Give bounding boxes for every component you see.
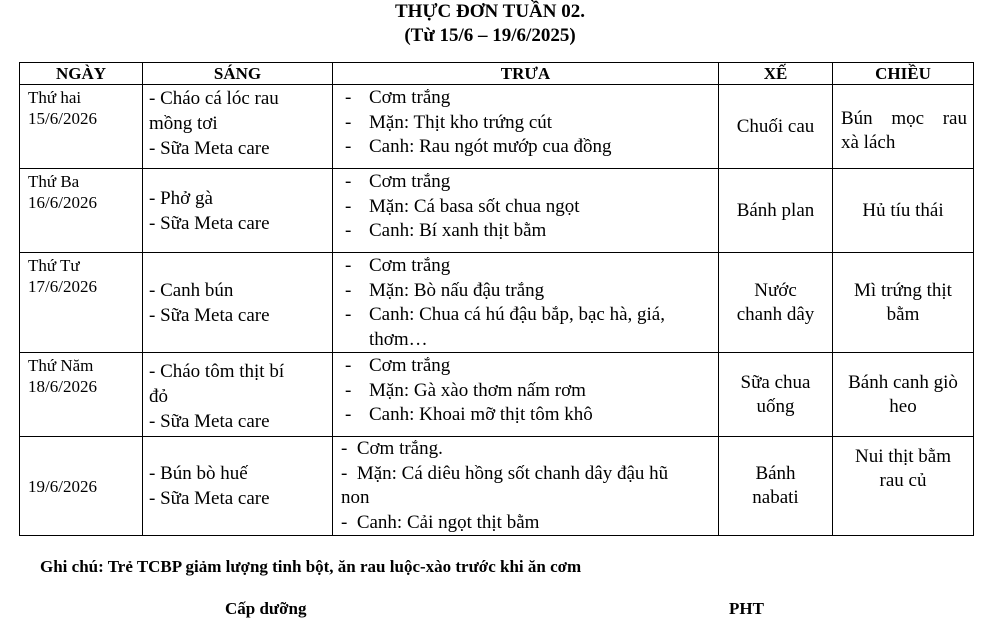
lunch-text: Canh: Khoai mỡ thịt tôm khô [369, 404, 593, 425]
lunch-bullet: - [345, 171, 352, 192]
snack-line: nabati [752, 487, 799, 508]
header-xe: XẾ [719, 63, 833, 85]
table-row [20, 353, 974, 437]
snack-line: Sữa chua [740, 371, 811, 393]
day-cell [20, 85, 143, 169]
afternoon-line: xà lách [841, 131, 896, 153]
header-row [20, 63, 974, 85]
day-cell [20, 169, 143, 253]
header-sang: SÁNG [143, 63, 333, 85]
page-subtitle: (Từ 15/6 – 19/6/2025) [404, 25, 576, 46]
day-cell [20, 253, 143, 353]
lunch-text: Mặn: Cá basa sốt chua ngọt [369, 195, 580, 217]
lunch-text: Cơm trắng [369, 171, 451, 192]
snack-line: Chuối cau [736, 115, 815, 137]
snack-line: uống [756, 395, 795, 417]
lunch-item [345, 279, 714, 304]
breakfast-line: - Cháo tôm thịt bí [149, 361, 285, 382]
lunch-bullet: - [345, 195, 352, 217]
day-name: Thứ hai [28, 88, 82, 107]
afternoon-cell [833, 253, 974, 353]
snack-line: Bánh [755, 463, 796, 484]
snack-line: chanh dây [736, 303, 815, 325]
breakfast-line: - Sữa Meta care [149, 488, 270, 509]
lunch-bullet: - [345, 136, 352, 157]
afternoon-cell [833, 85, 974, 169]
lunch-item [345, 86, 714, 111]
day-date: 19/6/2026 [28, 476, 97, 496]
lunch-item [345, 219, 714, 244]
afternoon-line: Mì trứng thịt [854, 279, 952, 301]
lunch-item [345, 195, 714, 220]
afternoon-line: Nui thịt bằm [854, 446, 952, 467]
day-date: 18/6/2026 [28, 377, 97, 396]
breakfast-cell [143, 353, 333, 437]
lunch-line: - Mặn: Cá diêu hồng sốt chanh dây đậu hũ [341, 462, 669, 484]
header-trua: TRƯA [333, 63, 719, 85]
afternoon-cell [833, 437, 974, 536]
lunch-bullet: - [345, 379, 352, 401]
lunch-text: Canh: Rau ngót mướp cua đồng [369, 136, 612, 157]
day-cell [20, 353, 143, 437]
afternoon-line: Hủ tíu thái [862, 199, 944, 221]
afternoon-line: bằm [886, 303, 920, 325]
note-text: Ghi chú: Trẻ TCBP giảm lượng tinh bột, ăn rau luộc-xào trước khi ăn cơm [40, 557, 582, 576]
snack-cell [719, 169, 833, 253]
lunch-cell [333, 253, 719, 353]
lunch-bullet: - [345, 279, 352, 301]
table-row [20, 437, 974, 536]
lunch-cell [333, 353, 719, 437]
lunch-text: Canh: Bí xanh thịt bằm [369, 220, 547, 241]
lunch-text: Mặn: Thịt kho trứng cút [369, 111, 553, 133]
lunch-bullet: - [345, 111, 352, 133]
lunch-text: Cơm trắng [369, 87, 451, 108]
breakfast-cell [143, 85, 333, 169]
lunch-text: Canh: Chua cá hú đậu bắp, bạc hà, giá, thơm… [369, 304, 665, 350]
snack-cell [719, 437, 833, 536]
afternoon-line: rau củ [879, 470, 927, 491]
lunch-item [345, 303, 714, 352]
lunch-item [345, 403, 714, 428]
day-date: 15/6/2026 [28, 109, 97, 128]
breakfast-line: - Sữa Meta care [149, 212, 270, 234]
breakfast-line: mồng tơi [149, 113, 218, 134]
snack-cell [719, 85, 833, 169]
lunch-item [345, 135, 714, 160]
breakfast-line: - Canh bún [149, 279, 234, 301]
menu-table [19, 62, 974, 536]
lunch-text: Cơm trắng [369, 255, 451, 276]
afternoon-cell [833, 353, 974, 437]
day-name: Thứ Tư [28, 256, 80, 275]
lunch-bullet: - [345, 255, 352, 276]
header-ngay: NGÀY [20, 63, 143, 85]
page-title: THỰC ĐƠN TUẦN 02. [394, 1, 585, 22]
breakfast-line: - Cháo cá lóc rau [149, 88, 279, 109]
signature-right: PHT [729, 599, 764, 618]
lunch-item [345, 354, 714, 379]
breakfast-cell [143, 437, 333, 536]
breakfast-line: - Sữa Meta care [149, 411, 270, 432]
lunch-cell [333, 437, 719, 536]
afternoon-cell [833, 169, 974, 253]
table-row [20, 253, 974, 353]
header-chieu: CHIỀU [833, 63, 974, 85]
lunch-line: - Canh: Cải ngọt thịt bằm [341, 511, 540, 533]
lunch-line: non [341, 487, 370, 508]
lunch-cell [333, 169, 719, 253]
snack-line: Nước [754, 279, 797, 301]
day-date: 17/6/2026 [28, 277, 97, 296]
afternoon-line: heo [889, 395, 917, 417]
afternoon-line: Bánh canh giò [848, 371, 958, 393]
lunch-item [345, 254, 714, 279]
table-row [20, 169, 974, 253]
snack-cell [719, 253, 833, 353]
day-date: 16/6/2026 [28, 193, 97, 212]
lunch-cell [333, 85, 719, 169]
signature-left: Cấp dưỡng [225, 599, 307, 618]
breakfast-cell [143, 169, 333, 253]
lunch-line: - Cơm trắng. [341, 438, 443, 459]
lunch-text: Mặn: Gà xào thơm nấm rơm [369, 379, 586, 401]
breakfast-line: - Bún bò huế [149, 463, 248, 484]
snack-cell [719, 353, 833, 437]
lunch-bullet: - [345, 304, 352, 325]
breakfast-line: - Phở gà [149, 187, 213, 209]
day-cell [20, 437, 143, 536]
lunch-bullet: - [345, 220, 352, 241]
day-name: Thứ Năm [28, 356, 94, 375]
breakfast-cell [143, 253, 333, 353]
lunch-item [345, 170, 714, 195]
lunch-bullet: - [345, 87, 352, 108]
lunch-text: Mặn: Bò nấu đậu trắng [369, 279, 545, 301]
lunch-bullet: - [345, 355, 352, 376]
breakfast-line: đỏ [149, 386, 168, 407]
afternoon-line: Bún mọc rau [841, 107, 967, 129]
breakfast-line: - Sữa Meta care [149, 138, 270, 159]
table-row [20, 85, 974, 169]
breakfast-line: - Sữa Meta care [149, 304, 270, 326]
lunch-item [345, 379, 714, 404]
lunch-item [345, 111, 714, 136]
lunch-text: Cơm trắng [369, 355, 451, 376]
day-name: Thứ Ba [28, 172, 80, 191]
lunch-bullet: - [345, 404, 352, 425]
snack-line: Bánh plan [736, 199, 815, 221]
